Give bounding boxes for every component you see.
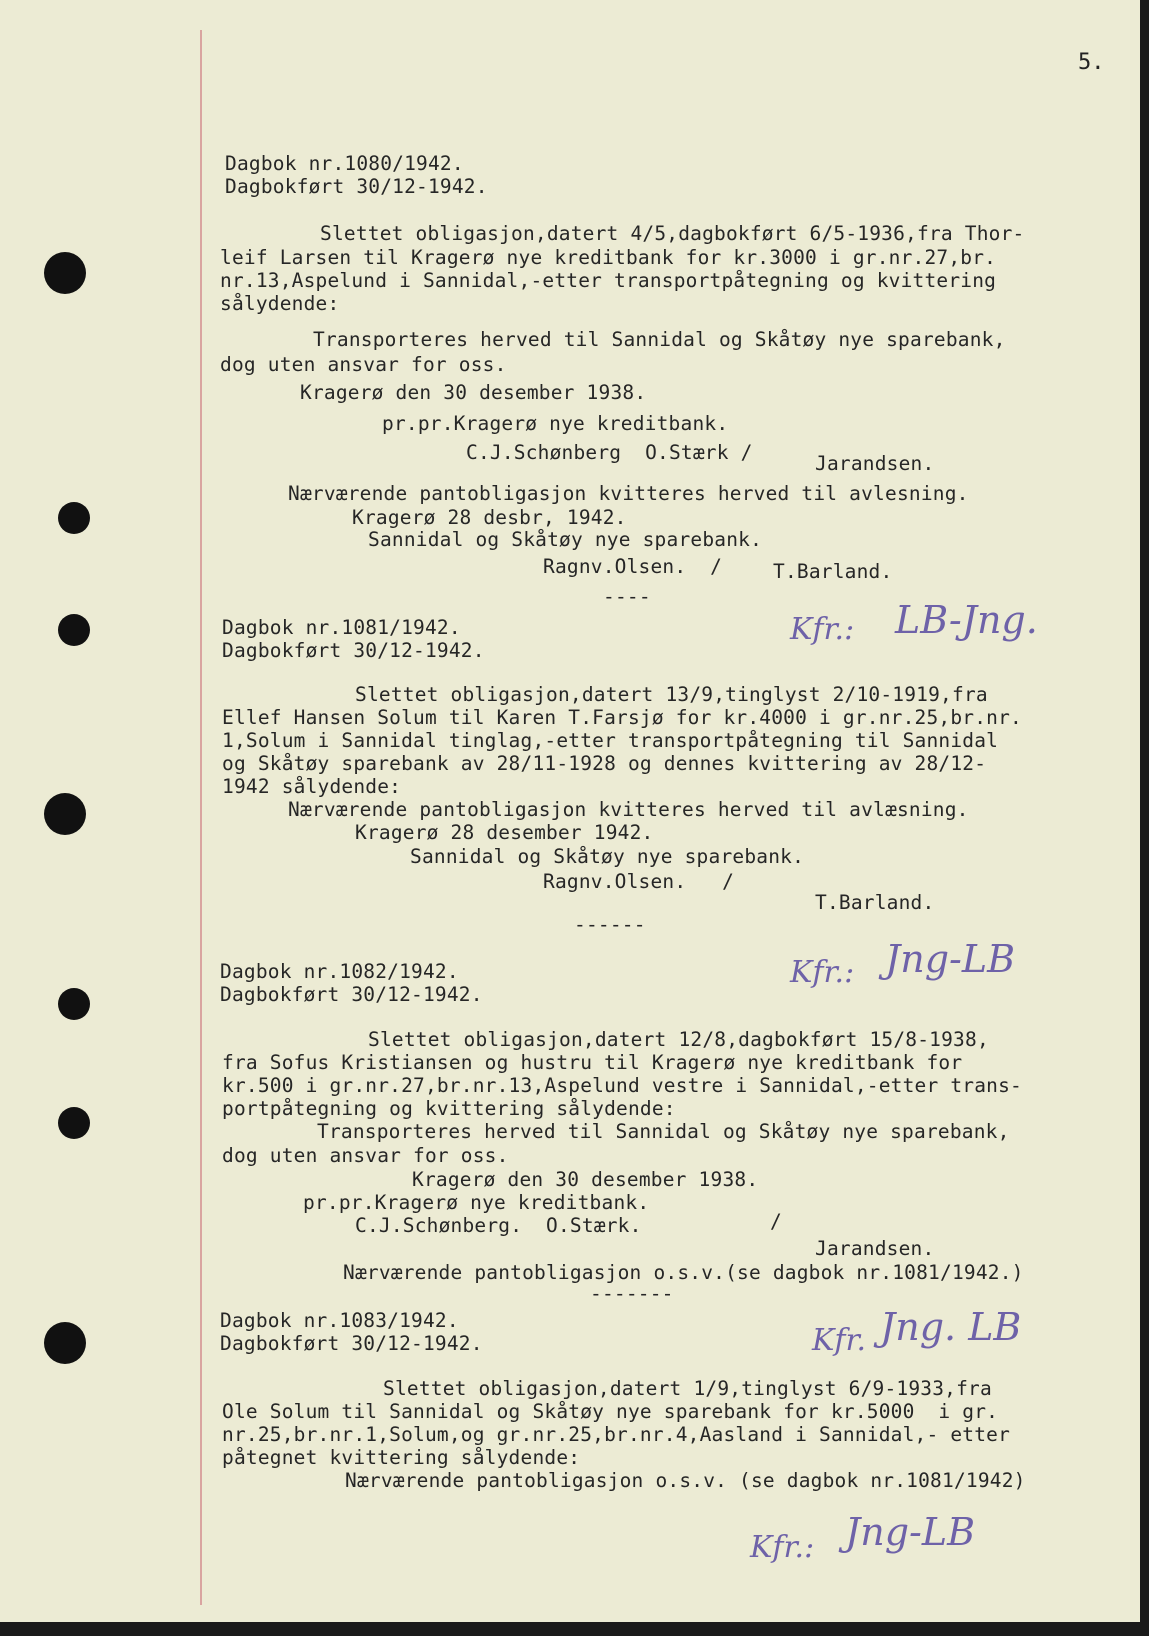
page-number: 5. (1078, 50, 1105, 75)
text-line: Kragerø 28 desember 1942. (355, 821, 654, 844)
text-line: nr.13,Aspelund i Sannidal,-etter transportpåtegning og kvittering (220, 269, 997, 292)
kfr-annotation: Kfr.: (750, 1530, 815, 1565)
handwritten-initials: Jng-LB (845, 1510, 976, 1554)
signature-line: Jarandsen. (815, 452, 935, 475)
text-line: pr.pr.Kragerø nye kreditbank. (382, 412, 729, 435)
punch-hole (58, 502, 90, 534)
signature-line: / (770, 1210, 782, 1233)
text-line: Slettet obligasjon,datert 13/9,tinglyst 2/10-1919,fra (355, 683, 988, 706)
text-line: Nærværende pantobligasjon o.s.v.(se dagbok nr.1081/1942.) (343, 1261, 1024, 1284)
text-line: dog uten ansvar for oss. (222, 1144, 509, 1167)
kfr-annotation: Kfr. (812, 1323, 867, 1358)
signature-line: Ragnv.Olsen. / (543, 870, 735, 893)
entry-heading: Dagbok nr.1080/1942. (225, 152, 464, 175)
text-line: Transporteres herved til Sannidal og Skåtøy nye sparebank, (317, 1120, 1010, 1143)
entry-date: Dagbokført 30/12-1942. (225, 175, 488, 198)
handwritten-initials: Jng. LB (880, 1305, 1022, 1349)
punch-hole (44, 252, 86, 294)
entry-heading: Dagbok nr.1081/1942. (222, 616, 461, 639)
text-line: Kragerø den 30 desember 1938. (300, 381, 647, 404)
text-line: Nærværende pantobligasjon o.s.v. (se dagbok nr.1081/1942) (345, 1469, 1026, 1492)
punch-hole (58, 1107, 90, 1139)
text-line: pr.pr.Kragerø nye kreditbank. (303, 1191, 650, 1214)
text-line: Slettet obligasjon,datert 12/8,dagbokført 15/8-1938, (368, 1028, 989, 1051)
text-line: Kragerø 28 desbr, 1942. (352, 506, 627, 529)
text-line: leif Larsen til Kragerø nye kreditbank for kr.3000 i gr.nr.27,br. (220, 246, 997, 269)
signature-line: C.J.Schønberg O.Stærk / (466, 441, 753, 464)
text-line: 1942 sålydende: (222, 775, 402, 798)
signature-line: T.Barland. (773, 560, 893, 583)
text-line: fra Sofus Kristiansen og hustru til Kragerø nye kreditbank for (222, 1051, 963, 1074)
text-line: 1,Solum i Sannidal tinglag,-etter transportpåtegning til Sannidal (222, 729, 999, 752)
text-line: Nærværende pantobligasjon kvitteres herved til avlesning. (288, 482, 969, 505)
separator: ---- (603, 585, 651, 608)
punch-hole (44, 1322, 86, 1364)
text-line: Slettet obligasjon,datert 4/5,dagbokført 6/5-1936,fra Thor- (320, 222, 1025, 245)
text-line: Nærværende pantobligasjon kvitteres herved til avlæsning. (288, 798, 969, 821)
kfr-annotation: Kfr.: (790, 955, 855, 990)
text-line: Kragerø den 30 desember 1938. (412, 1168, 759, 1191)
entry-date: Dagbokført 30/12-1942. (220, 983, 483, 1006)
text-line: Ellef Hansen Solum til Karen T.Farsjø for kr.4000 i gr.nr.25,br.nr. (222, 706, 1022, 729)
entry-date: Dagbokført 30/12-1942. (220, 1332, 483, 1355)
separator: ------- (590, 1282, 674, 1305)
entry-heading: Dagbok nr.1082/1942. (220, 960, 459, 983)
text-line: påtegnet kvittering sålydende: (222, 1446, 581, 1469)
text-line: Ole Solum til Sannidal og Skåtøy nye sparebank for kr.5000 i gr. (222, 1400, 999, 1423)
kfr-annotation: Kfr.: (790, 612, 855, 647)
text-line: nr.25,br.nr.1,Solum,og gr.nr.25,br.nr.4,Aasland i Sannidal,- etter (222, 1423, 1011, 1446)
handwritten-initials: LB-Jng. (895, 598, 1038, 642)
text-line: Slettet obligasjon,datert 1/9,tinglyst 6/9-1933,fra (383, 1377, 992, 1400)
text-line: portpåtegning og kvittering sålydende: (222, 1097, 676, 1120)
punch-hole (58, 988, 90, 1020)
text-line: kr.500 i gr.nr.27,br.nr.13,Aspelund vestre i Sannidal,-etter trans- (222, 1074, 1022, 1097)
signature-line: Jarandsen. (815, 1237, 935, 1260)
text-line: Sannidal og Skåtøy nye sparebank. (368, 528, 763, 551)
entry-date: Dagbokført 30/12-1942. (222, 639, 485, 662)
margin-line (200, 30, 202, 1605)
text-line: dog uten ansvar for oss. (220, 353, 507, 376)
signature-line: Ragnv.Olsen. / (543, 555, 723, 578)
entry-heading: Dagbok nr.1083/1942. (220, 1309, 459, 1332)
punch-hole (58, 614, 90, 646)
text-line: og Skåtøy sparebank av 28/11-1928 og dennes kvittering av 28/12- (222, 752, 987, 775)
signature-line: T.Barland. (815, 891, 935, 914)
handwritten-initials: Jng-LB (885, 937, 1016, 981)
punch-hole (44, 793, 86, 835)
text-line: Sannidal og Skåtøy nye sparebank. (410, 845, 805, 868)
text-line: sålydende: (220, 292, 340, 315)
text-line: Transporteres herved til Sannidal og Skåtøy nye sparebank, (313, 328, 1006, 351)
signature-line: C.J.Schønberg. O.Stærk. (355, 1214, 642, 1237)
separator: ------ (574, 913, 646, 936)
